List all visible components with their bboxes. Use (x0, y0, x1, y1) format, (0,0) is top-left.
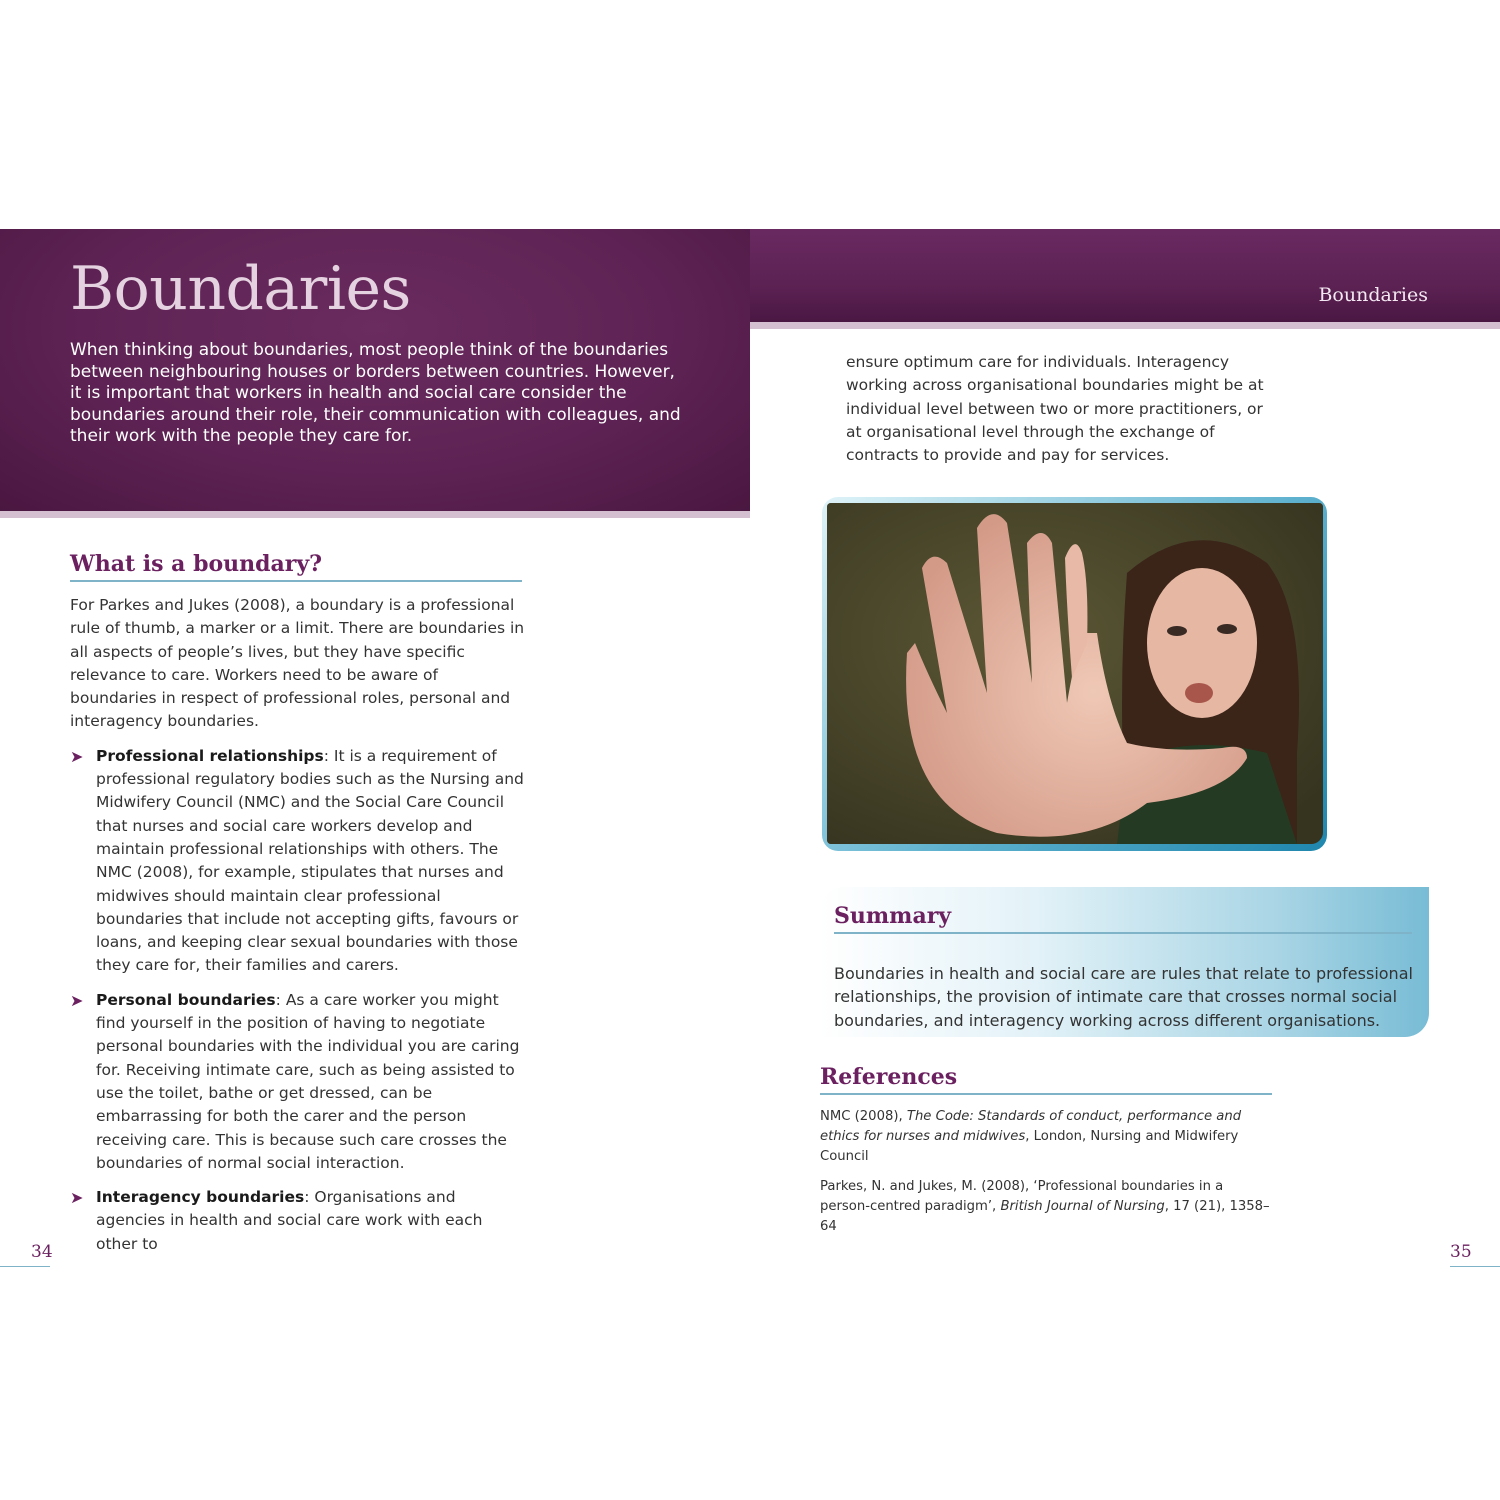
continuation-paragraph: ensure optimum care for individuals. Interagency working across organisational boundaries might be at individual level between two or more practitioners, or at organisational level through the exchange of contracts to provide and pay for services. (846, 353, 1264, 465)
bullet-text: : Organisations and agencies in health and social care work with each other to (96, 1188, 483, 1253)
reference-author: Parkes, N. and Jukes, M. (2008), ‘Professional boundaries in a person-centred paradigm’, (820, 1179, 1224, 1214)
reference-title: The Code: Standards of conduct, performance and ethics for nurses and midwives (820, 1109, 1242, 1144)
list-item-professional-relationships (70, 745, 525, 978)
page-number-right: 35 (1450, 1242, 1472, 1262)
reference-publisher: , 17 (21), 1358–64 (820, 1199, 1270, 1234)
arrow-bullet-icon: ➤ (70, 1188, 84, 1208)
section-heading-what-is-a-boundary: What is a boundary? (70, 551, 522, 582)
boundary-types-list (70, 745, 525, 1256)
arrow-bullet-icon: ➤ (70, 990, 84, 1010)
woman-stop-hand-photo (827, 503, 1323, 844)
bullet-text: : It is a requirement of professional regulatory bodies such as the Nursing and Midwifery Council (NMC) and the Social Care Council that nurses and social care workers develop and maintain professional relationships with others. The NMC (2008), for example, stipulates that nurses and midwives should maintain clear professional boundaries that include not accepting gifts, favours or loans, and keeping clear sexual boundaries with those they care for, their families and carers. (96, 746, 524, 975)
running-head-banner (750, 229, 1500, 329)
references-heading: References (820, 1064, 1272, 1095)
reference-author: NMC (2008), (820, 1109, 907, 1124)
chapter-title: Boundaries (70, 254, 411, 324)
photo-frame (822, 497, 1327, 851)
bullet-term: Personal boundaries (96, 990, 276, 1009)
bullet-term: Interagency boundaries (96, 1188, 305, 1207)
references-list (820, 1107, 1272, 1247)
reference-publisher: , London, Nursing and Midwifery Council (820, 1129, 1239, 1164)
photo-illustration (827, 503, 1323, 844)
reference-item (820, 1177, 1272, 1237)
bullet-text: : As a care worker you might find yourself in the position of having to negotiate personal boundaries with the individual you are caring for. Receiving intimate care, such as being assisted to use the toilet, bathe or get dressed, can be embarrassing for both the carer and the person receiving care. This is because such care crosses the boundaries of normal social interaction. (96, 990, 520, 1172)
reference-title: British Journal of Nursing (1000, 1199, 1165, 1214)
left-column (70, 594, 525, 1267)
summary-text: Boundaries in health and social care are rules that relate to professional relationships, the provision of intimate care that crosses normal social boundaries, and interagency working across different organisations. (834, 964, 1413, 1030)
page-number-rule-left (0, 1266, 50, 1267)
page-number-left: 34 (31, 1242, 53, 1262)
bullet-term: Professional relationships (96, 746, 324, 765)
list-item-personal-boundaries (70, 989, 525, 1175)
reference-item (820, 1107, 1272, 1167)
running-head: Boundaries (1318, 284, 1428, 306)
section-paragraph: For Parkes and Jukes (2008), a boundary is a professional rule of thumb, a marker or a limit. There are boundaries in all aspects of people’s lives, but they have specific relevance to care. Workers need to be aware of boundaries in respect of professional roles, personal and interagency boundaries. (70, 596, 525, 731)
summary-box (820, 887, 1429, 1037)
chapter-intro: When thinking about boundaries, most people think of the boundaries between neighbouring houses or borders between countries. However, it is important that workers in health and social care consider the boundaries around their role, their communication with colleagues, and their work with the people they care for. (70, 340, 681, 447)
summary-heading: Summary (834, 903, 1412, 934)
page-number-rule-right (1450, 1266, 1500, 1267)
list-item-interagency-boundaries (70, 1186, 525, 1256)
arrow-bullet-icon: ➤ (70, 746, 84, 766)
continuation-text (846, 351, 1266, 467)
